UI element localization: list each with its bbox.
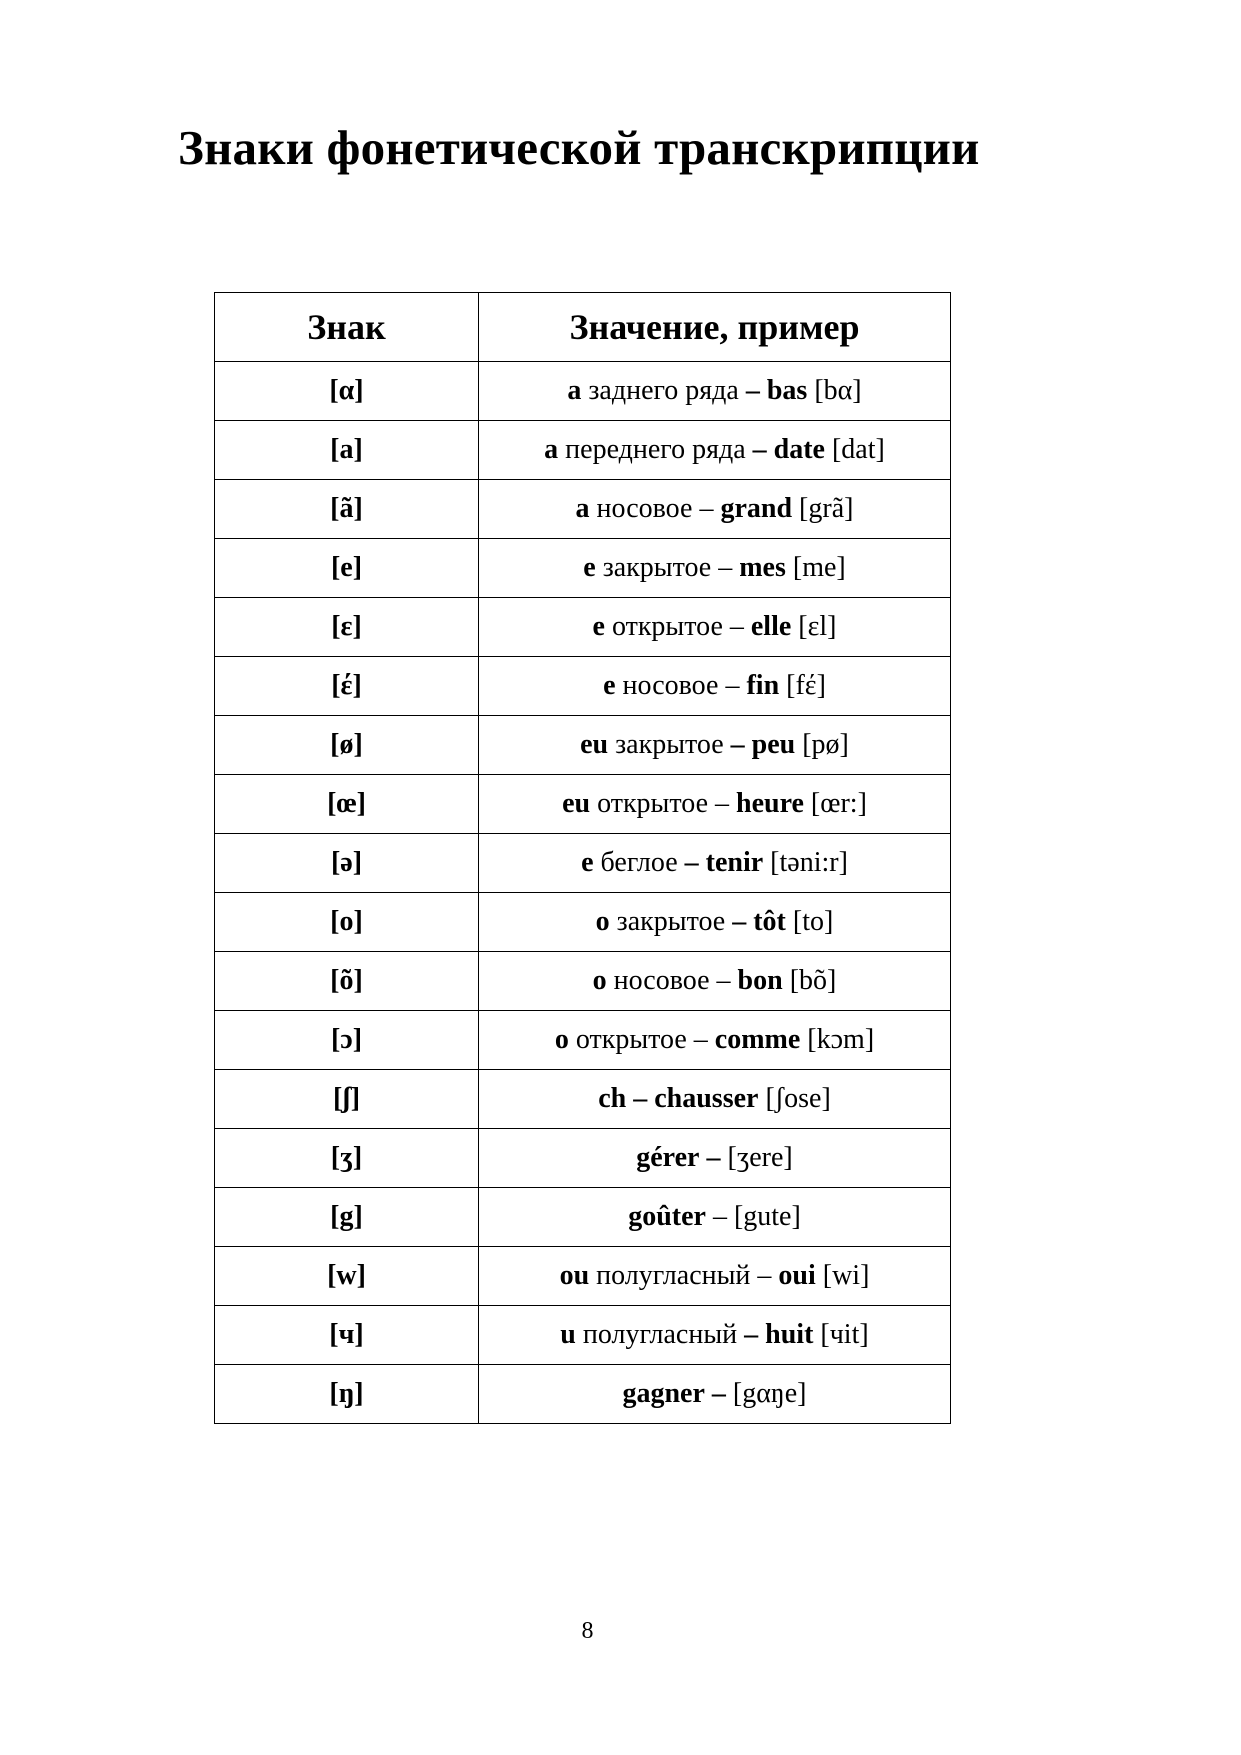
meaning-cell: [479, 362, 951, 421]
transcription: [ʃose]: [765, 1083, 831, 1114]
transcription: [kɔm]: [807, 1024, 875, 1055]
transcription: [gαŋe]: [732, 1378, 807, 1409]
letter: e: [581, 847, 594, 878]
letter: o: [595, 906, 610, 937]
sign-cell: [õ]: [215, 952, 479, 1011]
sign-cell: [w]: [215, 1247, 479, 1306]
dash: –: [752, 434, 767, 465]
letter: ch: [598, 1083, 627, 1114]
description: закрытое: [608, 729, 731, 760]
example-word: peu: [751, 729, 796, 760]
meaning-cell: [479, 775, 951, 834]
table-row: [215, 834, 951, 893]
example-word: bon: [737, 965, 783, 996]
table-row: [215, 1129, 951, 1188]
table-row: [215, 1070, 951, 1129]
meaning-cell: [479, 834, 951, 893]
dash: –: [730, 729, 745, 760]
example-word: fin: [746, 670, 780, 701]
sign-cell: [ø]: [215, 716, 479, 775]
meaning-cell: [479, 952, 951, 1011]
letter: e: [592, 611, 605, 642]
sign-cell: [o]: [215, 893, 479, 952]
table-row: [215, 421, 951, 480]
sign-cell: [έ]: [215, 657, 479, 716]
transcription: [gute]: [733, 1201, 801, 1232]
dash: –: [716, 965, 731, 996]
example-word: grand: [720, 493, 793, 524]
transcription: [to]: [792, 906, 834, 937]
dash: –: [711, 1378, 726, 1409]
description: закрытое: [609, 906, 733, 937]
table-row: [215, 775, 951, 834]
meaning-cell: [479, 1070, 951, 1129]
dash: –: [633, 1083, 648, 1114]
meaning-cell: [479, 716, 951, 775]
table-header-row: [215, 293, 951, 362]
meaning-cell: [479, 1247, 951, 1306]
meaning-cell: [479, 598, 951, 657]
description: полугласный: [575, 1319, 745, 1350]
table-row: [215, 893, 951, 952]
example-word: comme: [714, 1024, 801, 1055]
dash: –: [729, 611, 744, 642]
meaning-cell: [479, 1365, 951, 1424]
transcription: [grã]: [799, 493, 854, 524]
table-row: [215, 657, 951, 716]
meaning-cell: [479, 421, 951, 480]
letter: o: [554, 1024, 569, 1055]
table-row: [215, 1365, 951, 1424]
example-word: oui: [778, 1260, 816, 1291]
sign-cell: [ʃ]: [215, 1070, 479, 1129]
letter: e: [583, 552, 596, 583]
sign-cell: [ʒ]: [215, 1129, 479, 1188]
example-word: gagner: [622, 1378, 705, 1409]
dash: –: [684, 847, 699, 878]
description: открытое: [568, 1024, 694, 1055]
header-meaning: Значение, пример: [479, 293, 951, 362]
sign-cell: [a]: [215, 421, 479, 480]
letter: a: [544, 434, 559, 465]
dash: –: [706, 1142, 721, 1173]
letter: eu: [580, 729, 609, 760]
meaning-cell: [479, 539, 951, 598]
transcription: [wi]: [822, 1260, 870, 1291]
transcription-table: [214, 292, 951, 1424]
transcription: [bα]: [814, 375, 862, 406]
page-number: 8: [581, 1618, 594, 1644]
dash: –: [712, 1201, 727, 1232]
example-word: goûter: [628, 1201, 706, 1232]
meaning-cell: [479, 1188, 951, 1247]
sign-cell: [ε]: [215, 598, 479, 657]
table-row: [215, 1188, 951, 1247]
table-row: [215, 1306, 951, 1365]
sign-cell: [ə]: [215, 834, 479, 893]
letter: u: [560, 1319, 576, 1350]
example-word: elle: [750, 611, 792, 642]
letter: a: [575, 493, 590, 524]
description: носовое: [589, 493, 700, 524]
table-row: [215, 1247, 951, 1306]
transcription: [εl]: [798, 611, 837, 642]
table-row: [215, 1011, 951, 1070]
meaning-cell: [479, 1306, 951, 1365]
sign-cell: [e]: [215, 539, 479, 598]
description: носовое: [615, 670, 726, 701]
description: закрытое: [595, 552, 719, 583]
meaning-cell: [479, 893, 951, 952]
sign-cell: [œ]: [215, 775, 479, 834]
meaning-cell: [479, 480, 951, 539]
dash: –: [745, 375, 760, 406]
description: беглое: [593, 847, 685, 878]
description: переднего ряда: [558, 434, 753, 465]
transcription: [dat]: [831, 434, 885, 465]
table-row: [215, 952, 951, 1011]
transcription: [fέ]: [786, 670, 826, 701]
dash: –: [725, 670, 740, 701]
dash: –: [718, 552, 733, 583]
table-row: [215, 598, 951, 657]
example-word: heure: [736, 788, 804, 819]
transcription: [œr:]: [810, 788, 867, 819]
letter: a: [567, 375, 582, 406]
transcription: [me]: [792, 552, 846, 583]
page-title: Знаки фонетической транскрипции: [178, 120, 980, 175]
dash: –: [757, 1260, 772, 1291]
table-body: [215, 362, 951, 1424]
description: заднего ряда: [581, 375, 746, 406]
dash: –: [715, 788, 729, 819]
letter: eu: [562, 788, 591, 819]
header-sign: Знак: [215, 293, 479, 362]
transcription: [pø]: [802, 729, 849, 760]
sign-cell: [ɔ]: [215, 1011, 479, 1070]
sign-cell: [ч]: [215, 1306, 479, 1365]
dash: –: [699, 493, 714, 524]
meaning-cell: [479, 657, 951, 716]
table-row: [215, 362, 951, 421]
letter: e: [603, 670, 616, 701]
description: открытое: [604, 611, 730, 642]
dash: –: [732, 906, 747, 937]
table-row: [215, 480, 951, 539]
description: полугласный: [589, 1260, 758, 1291]
example-word: bas: [766, 375, 808, 406]
example-word: tenir: [705, 847, 764, 878]
letter: o: [592, 965, 607, 996]
example-word: chausser: [654, 1083, 759, 1114]
meaning-cell: [479, 1129, 951, 1188]
description: открытое: [590, 788, 715, 819]
description: носовое: [606, 965, 717, 996]
example-word: tôt: [753, 906, 786, 937]
dash: –: [693, 1024, 708, 1055]
example-word: mes: [739, 552, 786, 583]
transcription: [ʒere]: [727, 1142, 793, 1173]
meaning-cell: [479, 1011, 951, 1070]
sign-cell: [ã]: [215, 480, 479, 539]
transcription: [təni:r]: [770, 847, 848, 878]
dash: –: [744, 1319, 759, 1350]
example-word: huit: [765, 1319, 814, 1350]
table-row: [215, 716, 951, 775]
example-word: date: [773, 434, 825, 465]
example-word: gérer: [636, 1142, 700, 1173]
transcription: [bõ]: [789, 965, 837, 996]
sign-cell: [g]: [215, 1188, 479, 1247]
sign-cell: [ŋ]: [215, 1365, 479, 1424]
table-row: [215, 539, 951, 598]
sign-cell: [α]: [215, 362, 479, 421]
transcription: [чit]: [820, 1319, 869, 1350]
letter: ou: [559, 1260, 590, 1291]
